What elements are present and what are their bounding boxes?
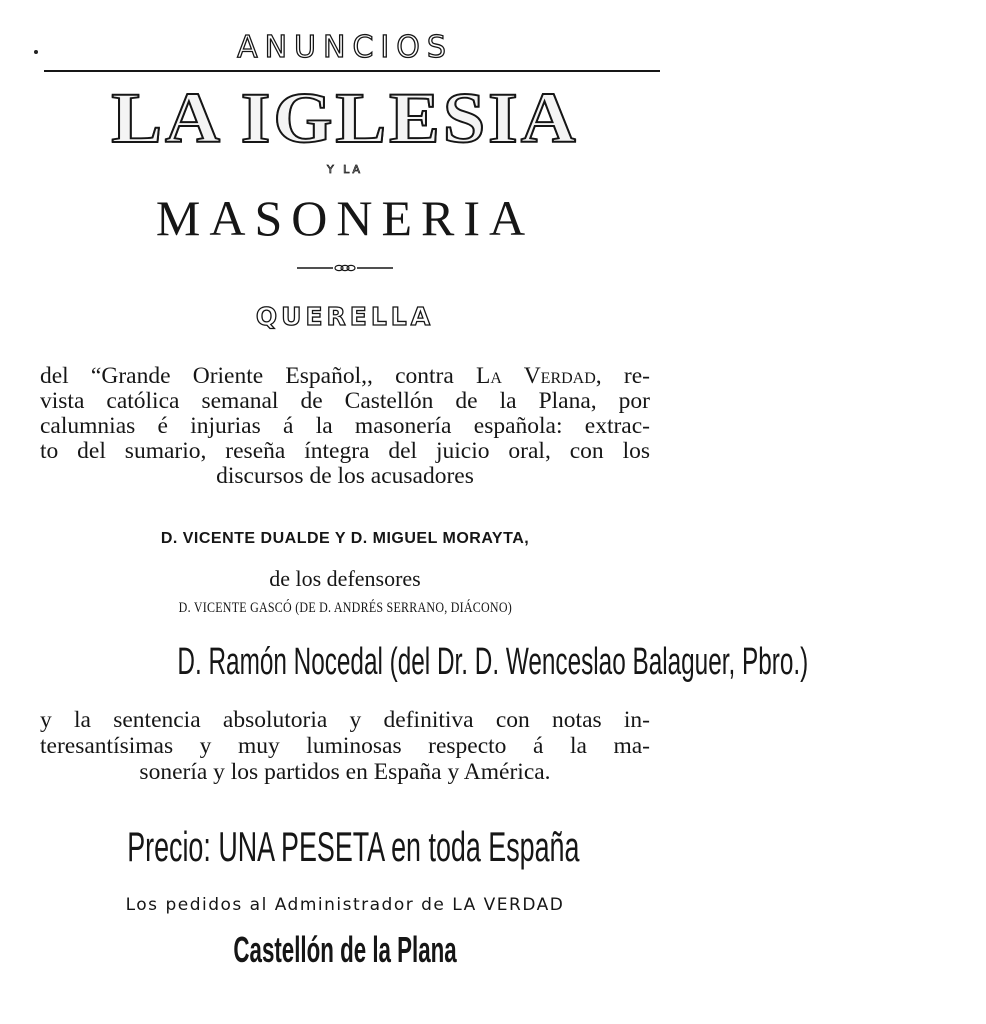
- description-line-3: calumnias é injurias á la masonería española: extrac-: [40, 413, 650, 439]
- defensores-intro: de los defensores: [269, 566, 421, 591]
- description-line-4: to del sumario, reseña íntegra del juicio oral, con los: [40, 438, 650, 464]
- defensores-names: [0, 600, 690, 617]
- ornament-divider: [297, 262, 393, 274]
- description-paragraph: [40, 364, 650, 489]
- newspaper-name: La Verdad: [476, 363, 596, 389]
- description-line-1-end: , re-: [595, 363, 650, 389]
- sentencia-line-1: y la sentencia absolutoria y definitiva con notas in-: [40, 707, 650, 733]
- orders-note: Los pedidos al Administrador de LA VERDAD: [125, 895, 565, 915]
- defensores-names-large: [0, 640, 809, 684]
- header-rule: [44, 70, 660, 72]
- sentencia-line-3: sonería y los partidos en España y América.: [139, 759, 551, 785]
- price-text: Precio: UNA PESETA en toda España: [127, 823, 580, 870]
- description-line-5: discursos de los acusadores: [216, 463, 474, 489]
- location-line: [0, 928, 690, 972]
- price-line: [0, 822, 690, 872]
- description-line-2: vista católica semanal de Castellón de la Plana, por: [40, 388, 650, 414]
- sentencia-paragraph: [40, 707, 650, 785]
- acusadores-names: D. VICENTE DUALDE Y D. MIGUEL MORAYTA,: [160, 530, 530, 547]
- description-line-1: [40, 364, 650, 389]
- title-connector: Y LA: [326, 163, 364, 176]
- defensores-names-text: D. VICENTE GASCÓ (DE D. ANDRÉS SERRANO, DIÁCONO): [178, 600, 512, 616]
- defensores-names-large-text: D. Ramón Nocedal (del Dr. D. Wenceslao Balaguer, Pbro.): [177, 641, 809, 683]
- section-label: ANUNCIOS: [237, 30, 453, 65]
- location-text: Castellón de la Plana: [233, 929, 457, 970]
- title-line-1: LA IGLESIA: [111, 78, 579, 158]
- sentencia-line-2: teresantísimas y muy luminosas respecto á la ma-: [40, 733, 650, 759]
- title-line-2: MASONERIA: [155, 190, 535, 246]
- description-line-1-start: del “Grande Oriente Español,, contra: [40, 363, 477, 389]
- subtitle: QUERELLA: [255, 302, 435, 331]
